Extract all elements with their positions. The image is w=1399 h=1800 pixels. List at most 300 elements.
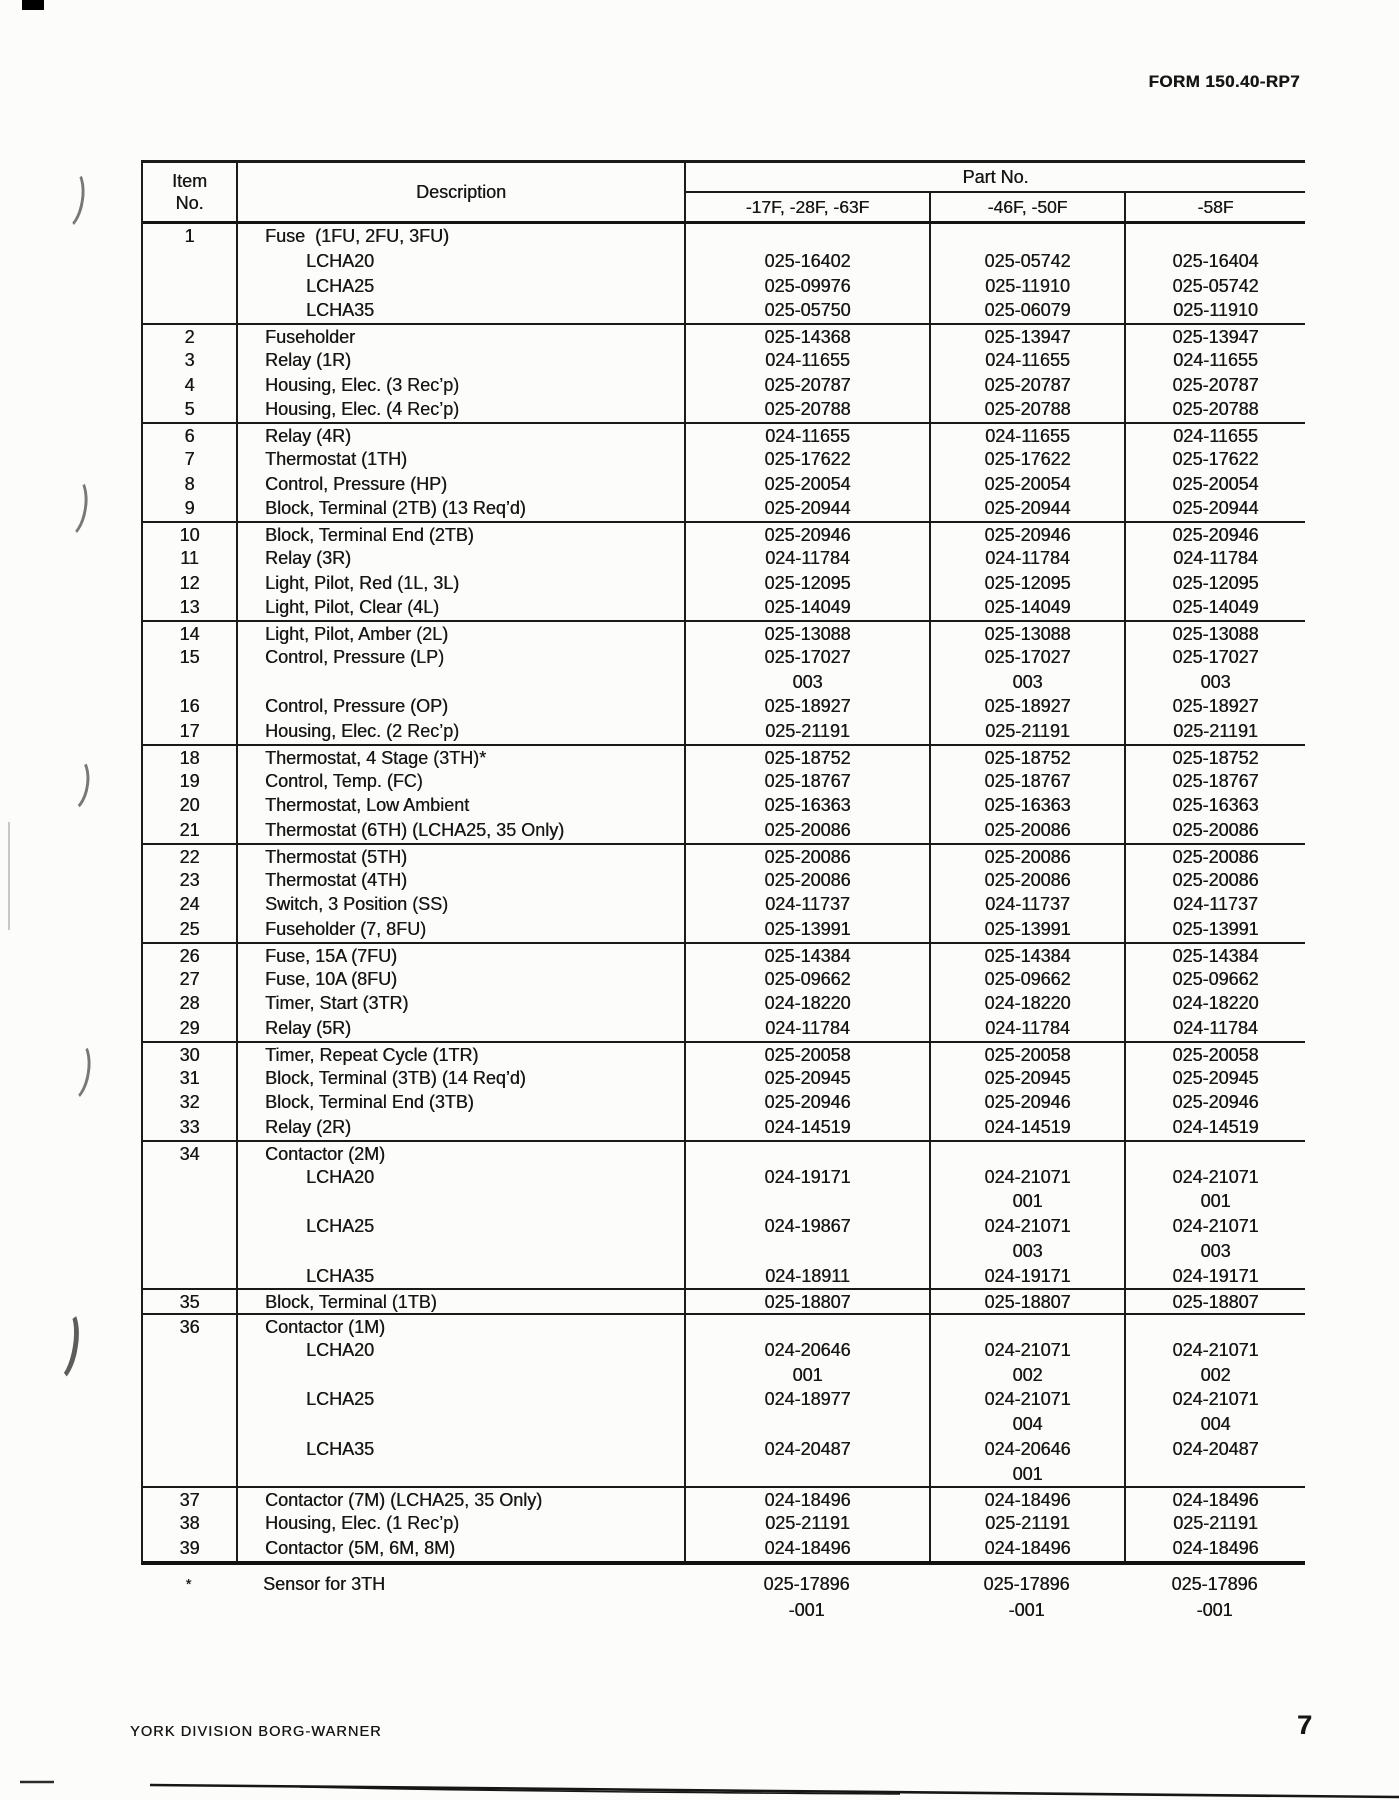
item-number: 31 xyxy=(143,1066,238,1091)
part-no-text: Part No. xyxy=(962,166,1029,187)
part-no-46f-50f: 025-06079 xyxy=(931,298,1126,323)
part-no-46f-50f: 003 xyxy=(931,1239,1126,1264)
table-row xyxy=(143,1387,1305,1412)
item-number: 17 xyxy=(143,719,238,744)
table-header xyxy=(143,163,1305,224)
description: LCHA35 xyxy=(238,298,686,323)
part-no-17f-28f-63f xyxy=(686,1142,931,1165)
part-no-17f-28f-63f: 024-11784 xyxy=(686,1016,931,1041)
item-number xyxy=(143,1387,238,1412)
description: Thermostat (1TH) xyxy=(238,447,686,472)
part-no-46f-50f: 025-21191 xyxy=(931,1511,1126,1536)
item-number: 5 xyxy=(143,397,238,422)
item-number: 8 xyxy=(143,472,238,497)
description: Block, Terminal (3TB) (14 Req’d) xyxy=(238,1066,686,1091)
description: LCHA20 xyxy=(238,1165,686,1190)
table-row xyxy=(143,1264,1305,1289)
part-no-46f-50f: 025-14049 xyxy=(931,595,1126,620)
item-number xyxy=(143,1363,238,1388)
description: Housing, Elec. (2 Rec’p) xyxy=(238,719,686,744)
item-number: 22 xyxy=(143,845,238,868)
part-no-17f-28f-63f xyxy=(686,1189,931,1214)
part-no-46f-50f xyxy=(931,224,1126,249)
table-row xyxy=(143,1239,1305,1264)
description: Block, Terminal End (3TB) xyxy=(238,1090,686,1115)
item-number: 29 xyxy=(143,1016,238,1041)
description: LCHA25 xyxy=(238,1214,686,1239)
item-number: 24 xyxy=(143,892,238,917)
part-no-46f-50f: 024-11737 xyxy=(931,892,1126,917)
table-row xyxy=(143,670,1305,695)
part-no-46f-50f: 024-21071 xyxy=(931,1387,1126,1412)
description xyxy=(238,670,686,695)
part-no-17f-28f-63f: 024-18977 xyxy=(686,1387,931,1412)
description: Contactor (1M) xyxy=(238,1315,686,1338)
part-no-46f-50f: 025-20058 xyxy=(931,1043,1126,1066)
item-number: 15 xyxy=(143,645,238,670)
table-row xyxy=(141,1598,1305,1624)
description: Thermostat (6TH) (LCHA25, 35 Only) xyxy=(238,818,686,843)
part-no-46f-50f: 024-18496 xyxy=(931,1536,1126,1561)
part-no-46f-50f: 024-11655 xyxy=(931,424,1126,447)
table-row xyxy=(143,472,1305,497)
part-no-46f-50f xyxy=(931,1315,1126,1338)
table-row xyxy=(143,249,1305,274)
part-no-58f: 024-21071 xyxy=(1172,1339,1259,1360)
item-number: 38 xyxy=(143,1511,238,1536)
part-no-46f-50f: 025-20944 xyxy=(931,496,1126,521)
part-no-58f: 003 xyxy=(1200,1240,1231,1261)
footer-publisher: YORK DIVISION BORG-WARNER xyxy=(130,1724,382,1740)
table-row xyxy=(143,694,1305,719)
table-row xyxy=(143,892,1305,917)
part-no-17f-28f-63f: 024-18496 xyxy=(686,1536,931,1561)
part-no-58f: 025-20086 xyxy=(1172,820,1259,840)
item-number: 33 xyxy=(143,1115,238,1140)
table-row xyxy=(143,1313,1305,1338)
part-no-17f-28f-63f: 025-18752 xyxy=(686,746,931,769)
part-no-46f-50f: 025-05742 xyxy=(931,249,1126,274)
scan-corner-mark xyxy=(22,0,44,10)
part-no-17f-28f-63f: 003 xyxy=(686,670,931,695)
item-number: 32 xyxy=(143,1090,238,1115)
item-number: 6 xyxy=(143,424,238,447)
description: Relay (1R) xyxy=(238,348,686,373)
part-no-58f: 024-20487 xyxy=(1172,1438,1259,1459)
part-no-58f: 025-12095 xyxy=(1172,572,1259,593)
table-row xyxy=(143,1041,1305,1066)
item-number: 18 xyxy=(143,746,238,769)
item-number xyxy=(143,1437,238,1462)
description: Light, Pilot, Red (1L, 3L) xyxy=(238,571,686,596)
part-no-46f-50f: 025-18752 xyxy=(931,746,1126,769)
part-no-46f-50f: 025-13088 xyxy=(931,622,1126,645)
part-no-46f-50f: 024-18496 xyxy=(931,1488,1126,1511)
description xyxy=(238,1189,686,1214)
description: Control, Pressure (OP) xyxy=(238,694,686,719)
part-no-58f: 025-18752 xyxy=(1172,747,1259,768)
part-no-58f: 025-18927 xyxy=(1172,696,1259,717)
description: Housing, Elec. (3 Rec’p) xyxy=(238,373,686,398)
description: Thermostat, 4 Stage (3TH)* xyxy=(238,746,686,769)
item-no-column-header xyxy=(143,163,238,221)
parts-table xyxy=(141,160,1305,1565)
description: Contactor (5M, 6M, 8M) xyxy=(238,1536,686,1561)
table-row xyxy=(143,991,1305,1016)
part-no-17f-28f-63f: 025-20787 xyxy=(686,373,931,398)
part-no-17f-28f-63f: -001 xyxy=(788,1599,825,1620)
form-number: FORM 150.40-RP7 xyxy=(1148,72,1300,91)
part-no-17f-28f-63f: 025-20944 xyxy=(686,496,931,521)
part-no-46f-50f: -001 xyxy=(1008,1599,1045,1620)
part-no-58f: 001 xyxy=(1200,1191,1231,1212)
part-no-46f-50f: 025-20086 xyxy=(931,845,1126,868)
part-no-46f-50f: 025-13991 xyxy=(931,917,1126,942)
table-row xyxy=(143,323,1305,348)
item-number xyxy=(143,1412,238,1437)
part-no-17f-28f-63f: 025-17896 xyxy=(763,1574,850,1594)
description: Fuseholder xyxy=(238,325,686,348)
part-no-58f: 024-18220 xyxy=(1172,993,1259,1014)
part-no-58f: 024-19171 xyxy=(1172,1265,1259,1286)
part-no-46f-50f: 024-18220 xyxy=(931,991,1126,1016)
part-no-46f-50f: 025-13947 xyxy=(931,325,1126,348)
description: Fuse, 15A (7FU) xyxy=(238,944,686,967)
part-no-17f-28f-63f: 024-11784 xyxy=(686,546,931,571)
description: Timer, Repeat Cycle (1TR) xyxy=(238,1043,686,1066)
table-row xyxy=(143,1363,1305,1388)
binding-mark xyxy=(55,1038,94,1104)
part-no-58f: 024-21071 xyxy=(1172,1389,1259,1410)
part-no-58f: 025-17027 xyxy=(1172,646,1259,667)
part-no-46f-50f: 025-20788 xyxy=(931,397,1126,422)
item-number xyxy=(143,298,238,323)
table-row xyxy=(143,1189,1305,1214)
item-number: 23 xyxy=(143,868,238,893)
description: LCHA25 xyxy=(238,274,686,299)
item-number: 11 xyxy=(143,546,238,571)
col-46f-50f-header: -46F, -50F xyxy=(931,193,1126,221)
item-number: 7 xyxy=(143,447,238,472)
part-no-46f-50f: 024-21071 xyxy=(931,1338,1126,1363)
part-no-58f: 004 xyxy=(1200,1414,1231,1434)
part-no-46f-50f: 025-18807 xyxy=(931,1290,1126,1313)
item-number: 1 xyxy=(143,224,238,249)
table-row xyxy=(143,719,1305,744)
description: Control, Pressure (HP) xyxy=(238,472,686,497)
binding-mark xyxy=(42,1306,83,1384)
part-no-17f-28f-63f: 024-19171 xyxy=(686,1165,931,1190)
part-no-58f: 024-21071 xyxy=(1172,1216,1259,1236)
part-no-58f: 025-20946 xyxy=(1172,525,1259,545)
description xyxy=(236,1598,684,1624)
part-no-17f-28f-63f: 025-18927 xyxy=(686,694,931,719)
table-row xyxy=(143,1338,1305,1363)
part-no-46f-50f: 025-18927 xyxy=(931,694,1126,719)
part-no-58f: -001 xyxy=(1196,1599,1233,1620)
part-no-46f-50f: 025-11910 xyxy=(931,274,1126,299)
table-row xyxy=(143,868,1305,893)
table-row xyxy=(143,422,1305,447)
item-number: 21 xyxy=(143,818,238,843)
item-number xyxy=(143,1214,238,1239)
part-no-46f-50f: 025-17027 xyxy=(931,645,1126,670)
part-no-46f-50f: 024-19171 xyxy=(931,1264,1126,1289)
description: Relay (3R) xyxy=(238,546,686,571)
part-no-17f-28f-63f: 025-17622 xyxy=(686,447,931,472)
part-no-17f-28f-63f: 025-13088 xyxy=(686,622,931,645)
part-no-17f-28f-63f: 025-17027 xyxy=(686,645,931,670)
description: Relay (5R) xyxy=(238,1016,686,1041)
table-row xyxy=(143,348,1305,373)
part-no-58f: 025-20054 xyxy=(1172,473,1259,494)
item-number xyxy=(143,1338,238,1363)
part-no-58f: 025-14384 xyxy=(1172,945,1259,966)
part-no-17f-28f-63f: 025-21191 xyxy=(686,719,931,744)
table-row xyxy=(143,1462,1305,1487)
part-no-17f-28f-63f xyxy=(686,224,931,249)
description xyxy=(238,1412,686,1437)
table-row xyxy=(143,1536,1305,1561)
part-no-58f: 025-18807 xyxy=(1172,1292,1259,1313)
part-no-58f: 025-20945 xyxy=(1172,1067,1259,1088)
table-row xyxy=(143,1288,1305,1313)
description: Switch, 3 Position (SS) xyxy=(238,892,686,917)
part-no-58f: 024-11655 xyxy=(1173,426,1258,446)
part-no-17f-28f-63f xyxy=(686,1315,931,1338)
part-no-46f-50f: 025-21191 xyxy=(931,719,1126,744)
description: LCHA25 xyxy=(238,1387,686,1412)
part-no-17f-28f-63f: 025-09976 xyxy=(686,274,931,299)
part-no-46f-50f: 025-20086 xyxy=(931,818,1126,843)
table-row xyxy=(143,620,1305,645)
item-number xyxy=(143,1239,238,1264)
description: Thermostat (5TH) xyxy=(238,845,686,868)
part-no-58f: 025-09662 xyxy=(1172,968,1259,989)
col-58f-header: -58F xyxy=(1197,196,1234,217)
table-row xyxy=(143,1090,1305,1115)
table-row xyxy=(143,274,1305,299)
item-number: 27 xyxy=(143,967,238,992)
table-row xyxy=(143,373,1305,398)
table-row xyxy=(143,967,1305,992)
description: Fuse, 10A (8FU) xyxy=(238,967,686,992)
part-no-58f xyxy=(1126,1462,1305,1487)
description xyxy=(238,1462,686,1487)
item-number xyxy=(143,1462,238,1487)
item-number: 28 xyxy=(143,991,238,1016)
table-row xyxy=(143,447,1305,472)
part-no-17f-28f-63f: 025-18767 xyxy=(686,769,931,794)
part-no-17f-28f-63f: 025-20086 xyxy=(686,845,931,868)
table-row xyxy=(143,1016,1305,1041)
table-row xyxy=(143,1165,1305,1190)
part-no-58f: 025-21191 xyxy=(1173,721,1258,741)
description: Contactor (7M) (LCHA25, 35 Only) xyxy=(238,1488,686,1511)
item-number: 2 xyxy=(143,325,238,348)
part-no-46f-50f: 024-11784 xyxy=(931,546,1126,571)
part-no-46f-50f: 004 xyxy=(931,1412,1126,1437)
description: Relay (4R) xyxy=(238,424,686,447)
part-no-58f: 025-18767 xyxy=(1172,770,1259,791)
part-no-58f: 025-17622 xyxy=(1172,448,1259,469)
item-number: 10 xyxy=(143,523,238,546)
part-no-17f-28f-63f: 025-16363 xyxy=(686,793,931,818)
part-no-46f-50f: 025-17896 xyxy=(983,1574,1070,1594)
part-no-17f-28f-63f: 024-11737 xyxy=(686,892,931,917)
table-row xyxy=(143,397,1305,422)
part-no-17f-28f-63f: 025-20946 xyxy=(686,1090,931,1115)
part-no-46f-50f: 025-20787 xyxy=(931,373,1126,398)
part-no-46f-50f: 025-20086 xyxy=(931,868,1126,893)
table-row xyxy=(143,818,1305,843)
part-no-17f-28f-63f: 025-14049 xyxy=(686,595,931,620)
description: Block, Terminal (1TB) xyxy=(238,1290,686,1313)
part-no-46f-50f: 024-21071 xyxy=(931,1165,1126,1190)
part-no-58f: 025-20058 xyxy=(1172,1044,1259,1065)
item-label: Item xyxy=(171,171,207,191)
part-no-58f: 024-18496 xyxy=(1172,1490,1259,1511)
part-no-17f-28f-63f: 025-20945 xyxy=(686,1066,931,1091)
table-row xyxy=(143,496,1305,521)
table-row xyxy=(143,1214,1305,1239)
binding-mark xyxy=(52,474,91,540)
part-no-46f-50f: 025-20946 xyxy=(931,1090,1126,1115)
table-row xyxy=(143,571,1305,596)
description xyxy=(238,1239,686,1264)
parts-table-body xyxy=(143,224,1305,1561)
part-no-58f: 025-20086 xyxy=(1172,846,1259,867)
part-no-58f: 025-17896 xyxy=(1171,1574,1258,1594)
part-no-17f-28f-63f: 025-20788 xyxy=(686,397,931,422)
description: Fuse (1FU, 2FU, 3FU) xyxy=(238,224,686,249)
item-number: 37 xyxy=(143,1488,238,1511)
part-no-17f-28f-63f: 024-11655 xyxy=(686,348,931,373)
table-row xyxy=(143,1486,1305,1511)
part-no-58f xyxy=(1126,224,1305,249)
description: Control, Pressure (LP) xyxy=(238,645,686,670)
table-row xyxy=(143,942,1305,967)
part-no-46f-50f: 024-21071 xyxy=(931,1214,1126,1239)
part-no-58f xyxy=(1126,1315,1305,1338)
description: LCHA35 xyxy=(238,1437,686,1462)
table-row xyxy=(143,769,1305,794)
table-row xyxy=(143,1140,1305,1165)
part-no-58f: 002 xyxy=(1200,1364,1231,1385)
item-number: 16 xyxy=(143,694,238,719)
footnote-rows xyxy=(141,1572,1305,1623)
table-row xyxy=(143,1066,1305,1091)
part-no-17f-28f-63f: 025-12095 xyxy=(686,571,931,596)
part-no-17f-28f-63f: 024-11655 xyxy=(686,424,931,447)
item-number: 13 xyxy=(143,595,238,620)
part-no-17f-28f-63f: 025-09662 xyxy=(686,967,931,992)
part-no-46f-50f: 003 xyxy=(931,670,1126,695)
part-no-17f-28f-63f: 024-18911 xyxy=(686,1264,931,1289)
part-no-58f: 025-13088 xyxy=(1172,624,1259,644)
description: Timer, Start (3TR) xyxy=(238,991,686,1016)
table-row xyxy=(143,744,1305,769)
part-no-17f-28f-63f: 025-05750 xyxy=(686,298,931,323)
part-no-46f-50f: 025-20054 xyxy=(931,472,1126,497)
part-no-46f-50f: 025-09662 xyxy=(931,967,1126,992)
part-no-17f-28f-63f: 025-18807 xyxy=(686,1290,931,1313)
description: LCHA35 xyxy=(238,1264,686,1289)
part-no-17f-28f-63f: 025-20946 xyxy=(686,523,931,546)
table-row xyxy=(141,1572,1305,1598)
part-no-58f: 003 xyxy=(1200,671,1231,692)
part-no-17f-28f-63f: 024-14519 xyxy=(686,1115,931,1140)
item-number: 9 xyxy=(143,496,238,521)
part-no-46f-50f: 025-20945 xyxy=(931,1066,1126,1091)
part-no-17f-28f-63f: 025-13991 xyxy=(686,917,931,942)
description: Thermostat (4TH) xyxy=(238,868,686,893)
binding-mark xyxy=(49,166,88,232)
item-number xyxy=(143,274,238,299)
part-no-46f-50f: 025-17622 xyxy=(931,447,1126,472)
table-row xyxy=(143,1511,1305,1536)
part-no-17f-28f-63f: 025-14384 xyxy=(686,944,931,967)
item-number: 20 xyxy=(143,793,238,818)
part-no-58f: 025-14049 xyxy=(1172,597,1259,618)
part-no-58f: 025-20946 xyxy=(1172,1092,1259,1113)
item-number xyxy=(143,1165,238,1190)
part-no-46f-50f: 001 xyxy=(931,1189,1126,1214)
part-no-17f-28f-63f xyxy=(686,1462,931,1487)
part-no-46f-50f: 025-20946 xyxy=(931,523,1126,546)
description: Light, Pilot, Amber (2L) xyxy=(238,622,686,645)
part-no-46f-50f: 024-14519 xyxy=(931,1115,1126,1140)
description: Contactor (2M) xyxy=(238,1142,686,1165)
part-no-17f-28f-63f: 024-20646 xyxy=(686,1338,931,1363)
item-number: 34 xyxy=(143,1142,238,1165)
part-no-46f-50f: 024-11784 xyxy=(931,1016,1126,1041)
item-number: 35 xyxy=(143,1290,238,1313)
part-no-58f: 024-11655 xyxy=(1173,349,1258,370)
part-no-group-header xyxy=(686,163,1305,221)
part-no-58f: 025-20788 xyxy=(1172,399,1259,420)
item-number: 4 xyxy=(143,373,238,398)
table-row xyxy=(143,843,1305,868)
part-no-58f: 024-14519 xyxy=(1172,1117,1259,1137)
part-no-17f-28f-63f: 024-18496 xyxy=(686,1488,931,1511)
binding-mark xyxy=(55,754,93,814)
part-no-17f-28f-63f: 025-21191 xyxy=(686,1511,931,1536)
table-row xyxy=(143,1412,1305,1437)
no-label: No. xyxy=(175,193,204,213)
table-row xyxy=(143,595,1305,620)
item-number: * xyxy=(185,1576,192,1593)
part-no-label xyxy=(686,163,1305,193)
part-no-46f-50f: 024-20646 xyxy=(931,1437,1126,1462)
table-row xyxy=(143,1437,1305,1462)
part-no-46f-50f: 025-12095 xyxy=(931,571,1126,596)
description-label: Description xyxy=(415,181,507,202)
page-number: 7 xyxy=(1296,1710,1312,1740)
part-no-58f: 025-05742 xyxy=(1172,275,1259,296)
col-17f-28f-63f-header: -17F, -28F, -63F xyxy=(686,193,931,221)
table-row xyxy=(143,298,1305,323)
item-number: 19 xyxy=(143,769,238,794)
part-no-58f: 024-21071 xyxy=(1172,1166,1259,1187)
part-no-46f-50f xyxy=(931,1142,1126,1165)
description xyxy=(238,1363,686,1388)
part-no-17f-28f-63f: 025-20086 xyxy=(686,818,931,843)
part-no-17f-28f-63f: 024-19867 xyxy=(686,1214,931,1239)
part-no-58f: 024-11737 xyxy=(1173,894,1258,915)
part-no-58f: 025-13991 xyxy=(1172,919,1259,939)
table-row xyxy=(143,645,1305,670)
